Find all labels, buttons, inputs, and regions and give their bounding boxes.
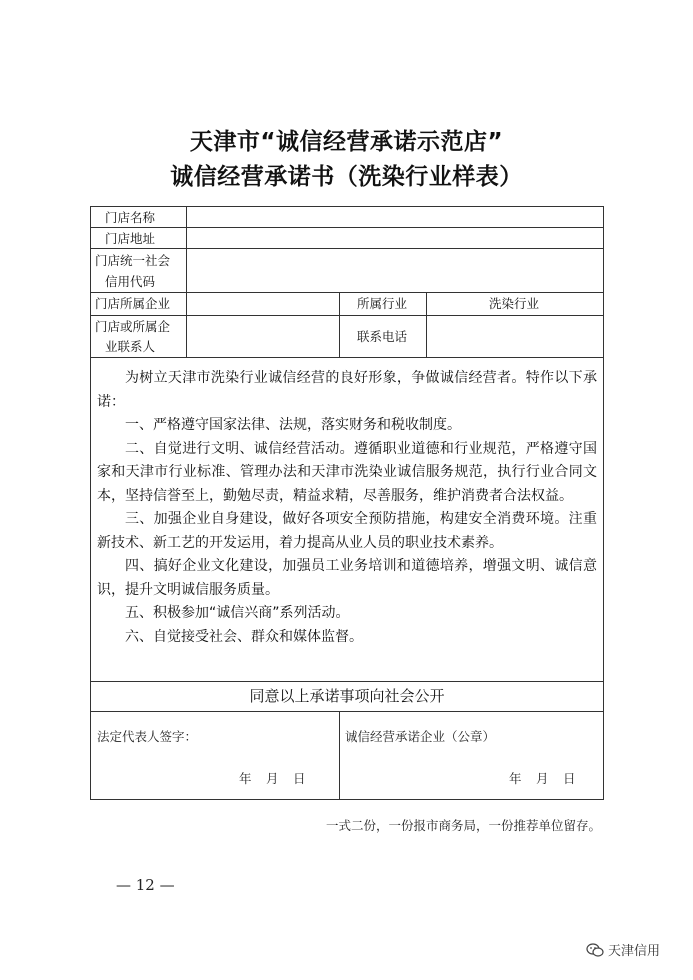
pledge-item-5: 五、积极参加“诚信兴商”系列活动。 [125,605,350,621]
row-divider [91,227,603,228]
footnote: 一式二份，一份报市商务局，一份推荐单位留存。 [325,818,601,833]
row-divider [91,315,603,316]
watermark-text: 天津信用 [608,944,661,959]
credit-code-label-line1: 门店统一社会 [95,253,171,268]
col-divider [426,292,427,357]
title-line-2: 诚信经营承诺书（洗染行业样表） [170,164,523,190]
credit-code-label-line2: 信用代码 [105,274,156,289]
pledge-item-2: 二、自觉进行文明、诚信经营活动。遵循职业道德和行业规范，严格遵守国家和天津市行业标准、管理办法和天津市洗染业诚信服务规范，执行行业合同文本，坚持信誉至上，勤勉尽责，精益求精，尽善服务，维护消费者合法权益。 [97,440,597,504]
pledge-body [97,367,597,649]
row-divider [91,248,603,249]
store-address-label: 门店地址 [105,231,156,246]
contact-label-line1: 门店或所属企 [95,319,171,334]
enterprise-date: 年 月 日 [509,771,577,786]
agree-disclosure: 同意以上承诺事项向社会公开 [249,687,445,705]
row-divider [91,357,603,358]
industry-label: 所属行业 [357,296,408,311]
row-divider [91,711,603,712]
col-divider [339,292,340,357]
enterprise-seal-label: 诚信经营承诺企业（公章） [345,729,496,744]
wechat-icon [586,943,604,957]
pledge-form [90,206,604,800]
contact-label-line2: 业联系人 [105,339,156,354]
pledge-intro: 为树立天津市洗染行业诚信经营的良好形象，争做诚信经营者。特作以下承诺： [97,370,597,410]
pledge-item-6: 六、自觉接受社会、群众和媒体监督。 [125,628,363,645]
store-name-label: 门店名称 [105,210,156,225]
watermark [586,940,660,959]
pledge-item-1: 一、严格遵守国家法律、法规，落实财务和税收制度。 [125,417,461,433]
industry-value: 洗染行业 [489,296,540,311]
page-number: — 12 — [116,876,175,894]
row-divider [91,292,603,293]
enterprise-label: 门店所属企业 [95,296,171,311]
legal-rep-date: 年 月 日 [239,771,307,786]
legal-rep-signature-label: 法定代表人签字： [97,729,198,744]
phone-label: 联系电话 [357,329,408,344]
pledge-item-4: 四、搞好企业文化建设，加强员工业务培训和道德培养，增强文明、诚信意识，提升文明诚信服务质量。 [97,558,597,598]
col-divider [186,207,187,357]
col-divider [339,711,340,799]
title-line-1: 天津市“诚信经营承诺示范店” [189,129,504,155]
pledge-item-3: 三、加强企业自身建设，做好各项安全预防措施，构建安全消费环境。注重新技术、新工艺的开发运用，着力提高从业人员的职业技术素养。 [97,511,597,551]
